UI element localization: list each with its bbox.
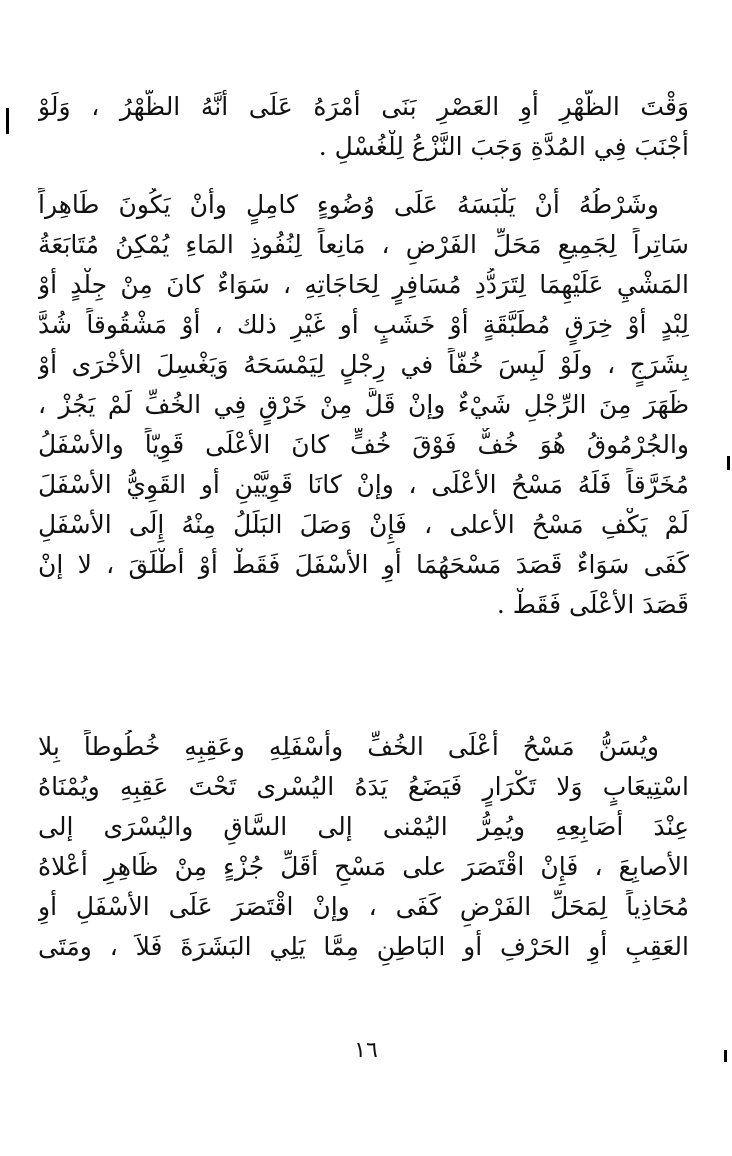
text-line: الأصابِعَ ، فَإِنْ اقْتَصَرَ على مَسْحِ أَقَلِّ جُزْءٍ مِنْ ظَاهِرِ أَعْلاهُ: [38, 852, 689, 881]
scan-edge-mark: [6, 108, 9, 134]
text-line: المَشْيِ عَلَيْهِمَا لِتَرَدُّدِ مُسَافِرٍ لِحَاجَاتِهِ ، سَوَاءٌ كانَ مِنْ جِلْدٍ أَوْ: [38, 270, 689, 299]
scan-edge-mark: [727, 456, 730, 470]
text-line: وشَرْطُهُ أَنْ يَلْبَسَهُ عَلَى وُضُوءٍ كامِلٍ وأَنْ يَكُونَ طَاهِراً: [38, 190, 659, 219]
text-line: بِشَرَجٍ ، ولَوْ لَبِسَ خُفّاً في رِجْلٍ لِيَمْسَحَهُ وَيَغْسِلَ الأُخْرَى أَوْ: [38, 350, 689, 379]
text-line: العَقِبِ أَوِ الحَرْفِ أَو البَاطِنِ مِمَّا يَلِي البَشَرَةَ فَلاَ ، ومَتَى: [38, 932, 689, 961]
text-line: والجُرْمُوقُ هُوَ خُفٌّ فَوْقَ خُفٍّ كانَ الأَعْلَى قَوِيّاً والأَسْفَلُ: [38, 430, 689, 459]
text-line: كَفَى سَوَاءٌ قَصَدَ مَسْحَهُمَا أَوِ الأَسْفَلَ فَقَطْ أَوْ أَطْلَقَ ، لا إنْ: [38, 550, 689, 579]
text-line: لَمْ يَكْفِ مَسْحُ الأعلى ، فَإِنْ وَصَلَ البَلَلُ مِنْهُ إِلَى الأَسْفَلِ: [38, 510, 689, 539]
text-line: قَصَدَ الأَعْلَى فَقَطْ .: [496, 590, 689, 619]
text-line: ويُسَنُّ مَسْحُ أَعْلَى الخُفِّ وأَسْفَلِهِ وعَقِبِهِ خُطُوطاً بِلا: [38, 732, 659, 761]
text-line: وَقْتَ الظُّهْرِ أَوِ العَصْرِ بَنَى أَمْرَهُ عَلَى أَنَّهُ الظُّهْرُ ، وَلَوْ: [38, 92, 689, 121]
text-line: مُخَرَّقاً فَلَهُ مَسْحُ الأَعْلَى ، وإنْ كانَا قَوِيَّيْنِ أَو القَوِيُّ الأَسْفَلَ: [38, 470, 689, 499]
paragraph-1: [38, 90, 689, 170]
paragraph-2: [38, 188, 689, 628]
text-line: أَجْنَبَ فِي المُدَّةِ وَجَبَ النَّزْعُ لِلْغُسْلِ .: [318, 132, 689, 161]
page-number: ١٦: [354, 1038, 378, 1063]
text-line: اسْتِيعَابٍ وَلا تَكْرَارٍ فَيَضَعُ يَدَهُ اليُسْرى تَحْتَ عَقِبِهِ ويُمْنَاهُ: [38, 772, 689, 801]
text-line: سَاتِراً لِجَمِيعِ مَحَلِّ الفَرْضِ ، مَانِعاً لِنُفُوذِ المَاءِ يُمْكِنُ مُتَابَعَةُ: [38, 230, 689, 259]
paragraph-3: [38, 730, 689, 970]
text-line: عِنْدَ أَصَابِعِهِ ويُمِرُّ اليُمْنى إلى السَّاقِ واليُسْرَى إلى: [38, 812, 689, 841]
text-line: ظَهَرَ مِنَ الرِّجْلِ شَيْءٌ وإنْ قَلَّ مِنْ خَرْقٍ فِي الخُفِّ لَمْ يَجُزْ ،: [38, 390, 689, 419]
text-line: لِبْدٍ أَوْ خِرَقٍ مُطَبَّقَةٍ أَوْ خَشَبٍ أَو غَيْرِ ذلك ، أَوْ مَشْقُوقاً شُدَّ: [38, 310, 689, 339]
text-line: مُحَاذِياً لِمَحَلِّ الفَرْضِ كَفَى ، وإنْ اقْتَصَرَ عَلَى الأَسْفَلِ أَوِ: [38, 892, 689, 921]
scan-edge-mark: [724, 1050, 727, 1062]
